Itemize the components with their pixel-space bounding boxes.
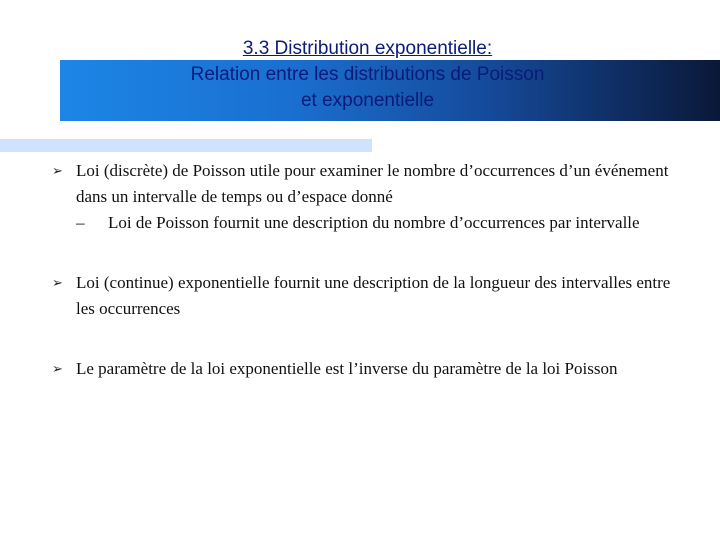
sub-bullet-dash: –	[76, 213, 85, 232]
bullet-item-1	[52, 158, 672, 210]
sub-bullet-item-1	[52, 210, 672, 236]
arrow-right-icon: ➢	[52, 163, 63, 178]
bullet-text-3: Le paramètre de la loi exponentielle est l’inverse du paramètre de la loi Poisson	[76, 359, 618, 378]
bullet-item-3	[52, 356, 672, 382]
bullet-list	[52, 158, 672, 382]
accent-bar	[0, 139, 372, 152]
bullet-text-1: Loi (discrète) de Poisson utile pour examiner le nombre d’occurrences d’un événement dans un intervalle de temps ou d’espace donné	[76, 161, 669, 206]
bullet-item-2	[52, 270, 672, 322]
title-line-1: 3.3 Distribution exponentielle:	[242, 38, 493, 59]
title-line-2: Relation entre les distributions de Poisson	[190, 64, 545, 85]
slide-title	[60, 36, 675, 114]
sub-bullet-text-1: Loi de Poisson fournit une description du nombre d’occurrences par intervalle	[108, 213, 640, 232]
arrow-right-icon: ➢	[52, 361, 63, 376]
bullet-text-2: Loi (continue) exponentielle fournit une description de la longueur des intervalles entre les occurrences	[76, 273, 671, 318]
title-line-3: et exponentielle	[300, 90, 435, 111]
arrow-right-icon: ➢	[52, 275, 63, 290]
